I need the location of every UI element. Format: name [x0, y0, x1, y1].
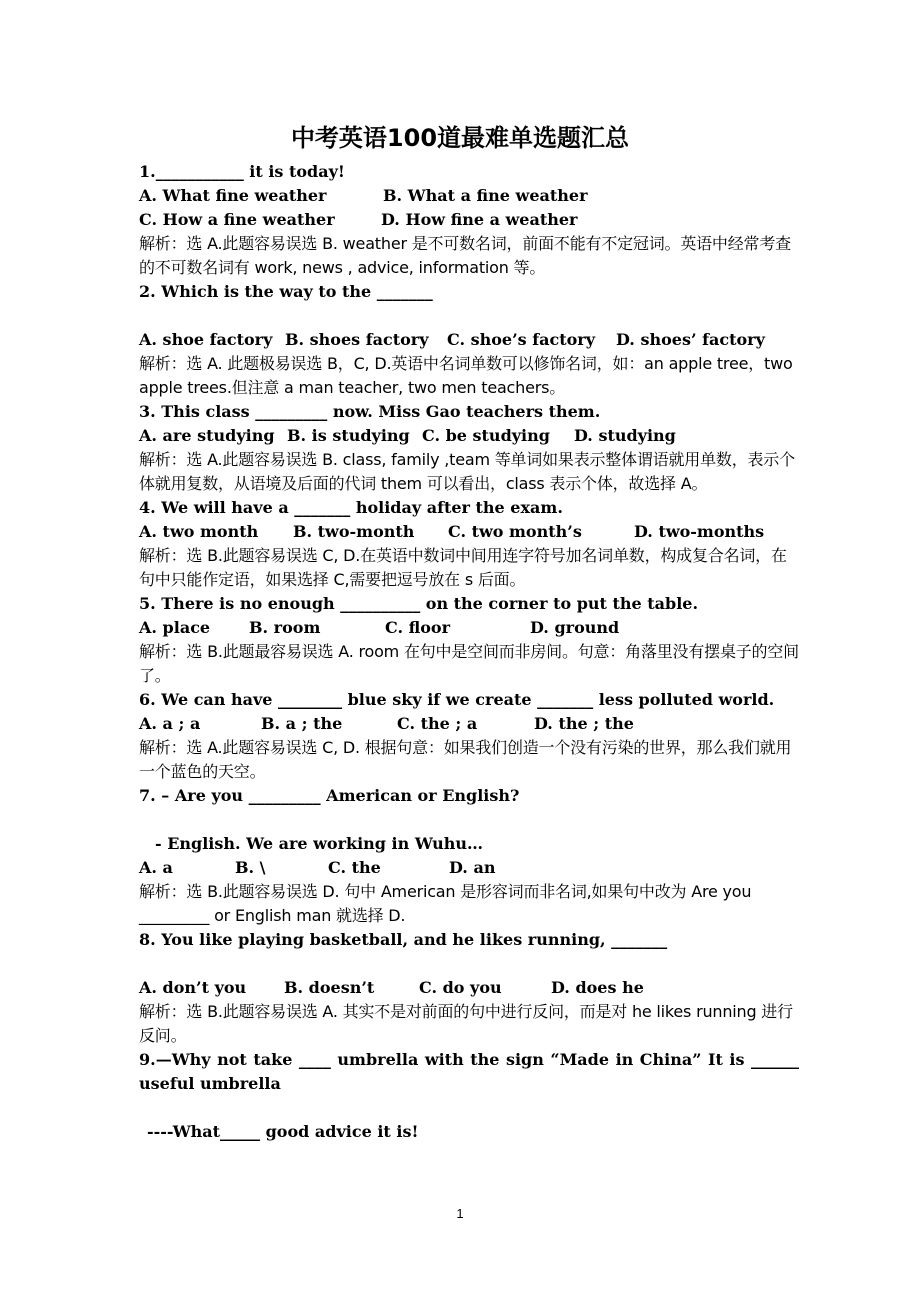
option-c: C. shoe’s factory: [447, 330, 596, 349]
option-a: A. shoe factory: [139, 330, 273, 349]
document-title: 中考英语100道最难单选题汇总: [290, 124, 630, 152]
option-d: D. How fine a weather: [381, 210, 578, 229]
question-5-stem: 5. There is no enough __________ on the corner to put the table.: [139, 594, 699, 613]
option-b: B. \: [235, 858, 266, 877]
question-3-stem: 3. This class _________ now. Miss Gao teachers them.: [139, 402, 601, 421]
option-d: D. the ; the: [534, 714, 634, 733]
question-4-explanation: 解析：选 B.此题容易误选 C, D.在英语中数词中间用连字符号加名词单数，构成复合名词，在句中只能作定语，如果选择 C,需要把逗号放在 s 后面。: [139, 546, 787, 589]
question-5-options: [139, 616, 799, 640]
option-c: C. How a fine weather: [139, 210, 335, 229]
question-2-options: [139, 328, 799, 352]
option-d: D. two-months: [634, 522, 765, 541]
option-d: D. studying: [574, 426, 676, 445]
option-b: B. a ; the: [261, 714, 343, 733]
question-7-stem: 7. – Are you _________ American or English?: [139, 786, 520, 805]
question-7-explanation: 解析：选 B.此题容易误选 D. 句中 American 是形容词而非名词,如果句中改为 Are you _________ or English man 就选择 D.: [139, 882, 752, 925]
question-8-options: [139, 976, 799, 1000]
option-a: A. What fine weather: [139, 186, 327, 205]
page-number: 1: [456, 1206, 464, 1221]
question-1-options-row-2: [139, 208, 799, 232]
question-7-options: [139, 856, 799, 880]
option-c: C. do you: [419, 978, 502, 997]
question-3-options: [139, 424, 799, 448]
option-c: C. the: [328, 858, 381, 877]
option-a: A. a ; a: [139, 714, 201, 733]
question-1-options-row-1: [139, 184, 799, 208]
question-9-stem: 9.—Why not take ____ umbrella with the sign “Made in China” It is ______ useful umbrella: [139, 1050, 799, 1093]
question-8-stem: 8. You like playing basketball, and he likes running, _______: [139, 930, 668, 949]
question-6-stem: 6. We can have ________ blue sky if we create _______ less polluted world.: [139, 690, 775, 709]
question-list: [139, 160, 799, 1144]
question-1-stem: 1.___________ it is today!: [139, 162, 345, 181]
option-b: B. shoes factory: [285, 330, 429, 349]
question-6-explanation: 解析：选 A.此题容易误选 C, D. 根据句意：如果我们创造一个没有污染的世界，那么我们就用一个蓝色的天空。: [139, 738, 792, 781]
question-6-options: [139, 712, 799, 736]
option-b: B. two-month: [293, 522, 415, 541]
question-5-explanation: 解析：选 B.此题最容易误选 A. room 在句中是空间而非房间。句意：角落里没有摆桌子的空间了。: [139, 642, 799, 685]
option-c: C. floor: [385, 618, 450, 637]
option-d: D. ground: [530, 618, 620, 637]
question-9-reply: ----What_____ good advice it is!: [147, 1122, 419, 1141]
question-2-explanation: 解析：选 A. 此题极易误选 B，C, D.英语中名词单数可以修饰名词，如：an apple tree，two apple trees.但注意 a man teacher, two men teachers。: [139, 354, 793, 397]
option-c: C. the ; a: [397, 714, 478, 733]
question-3-explanation: 解析：选 A.此题容易误选 B. class, family ,team 等单词如果表示整体谓语就用单数，表示个体就用复数，从语境及后面的代词 them 可以看出，class 表示个体，故选择 A。: [139, 450, 795, 493]
option-d: D. shoes’ factory: [616, 330, 765, 349]
question-4-options: [139, 520, 799, 544]
option-a: A. are studying: [139, 426, 275, 445]
option-c: C. be studying: [422, 426, 550, 445]
question-4-stem: 4. We will have a _______ holiday after the exam.: [139, 498, 563, 517]
option-d: D. an: [449, 858, 496, 877]
question-8-explanation: 解析：选 B.此题容易误选 A. 其实不是对前面的句中进行反问，而是对 he likes running 进行反问。: [139, 1002, 793, 1045]
option-a: A. a: [139, 858, 173, 877]
option-c: C. two month’s: [448, 522, 582, 541]
option-a: A. don’t you: [139, 978, 247, 997]
option-a: A. two month: [139, 522, 259, 541]
option-b: B. room: [249, 618, 321, 637]
question-2-stem: 2. Which is the way to the _______: [139, 282, 433, 301]
question-7-reply: - English. We are working in Wuhu…: [155, 834, 484, 853]
question-1-explanation: 解析：选 A.此题容易误选 B. weather 是不可数名词，前面不能有不定冠词。英语中经常考查的不可数名词有 work, news , advice, information 等。: [139, 234, 791, 277]
option-a: A. place: [139, 618, 211, 637]
option-d: D. does he: [551, 978, 644, 997]
option-b: B. doesn’t: [284, 978, 375, 997]
option-b: B. What a fine weather: [383, 186, 588, 205]
option-b: B. is studying: [287, 426, 410, 445]
